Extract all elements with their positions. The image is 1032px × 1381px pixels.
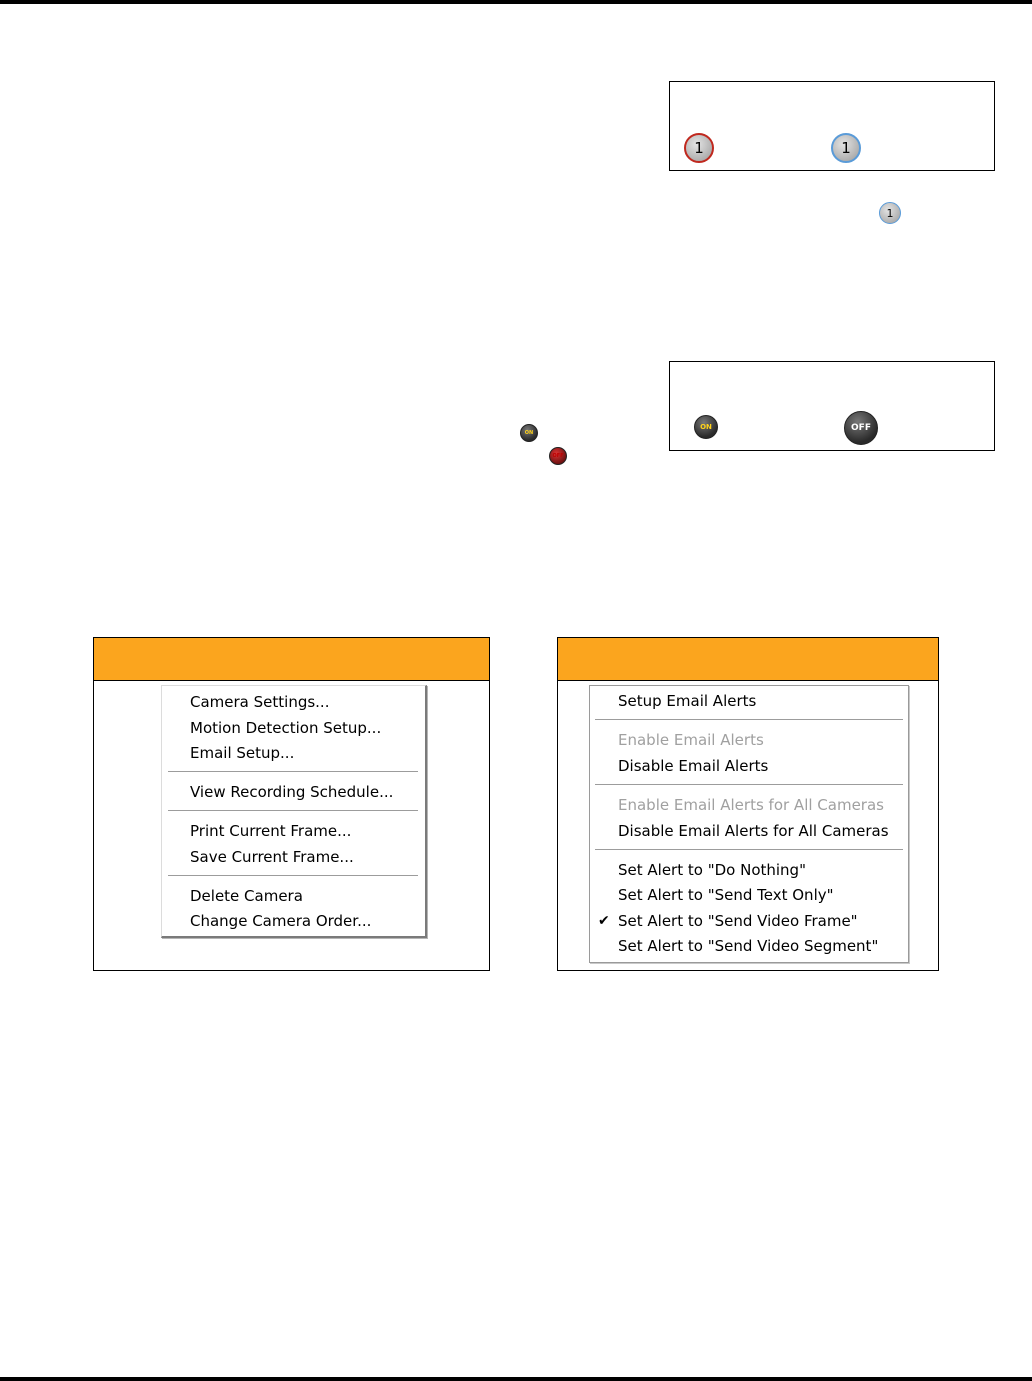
camera-badge-icon: 1 — [831, 133, 861, 163]
menu-item-print-current-frame[interactable]: Print Current Frame... — [190, 822, 352, 840]
menu-item-setup-email-alerts[interactable]: Setup Email Alerts — [618, 692, 757, 710]
menu-item-enable-email-alerts: Enable Email Alerts — [618, 731, 764, 749]
email-alerts-menu — [589, 685, 909, 963]
menu-item-enable-email-alerts-all-cameras: Enable Email Alerts for All Cameras — [618, 796, 884, 814]
figure-header-bar — [558, 638, 938, 681]
menu-item-disable-email-alerts-all-cameras[interactable]: Disable Email Alerts for All Cameras — [618, 822, 889, 840]
camera-on-button-icon: ON — [694, 415, 718, 439]
menu-item-alert-send-text-only[interactable]: Set Alert to "Send Text Only" — [618, 886, 834, 904]
inline-off-button-icon: OFF — [549, 447, 567, 465]
bottom-rule — [0, 1377, 1032, 1381]
menu-item-view-recording-schedule[interactable]: View Recording Schedule... — [190, 783, 394, 801]
menu-separator — [168, 810, 418, 812]
menu-item-camera-settings[interactable]: Camera Settings... — [190, 693, 330, 711]
menu-item-alert-do-nothing[interactable]: Set Alert to "Do Nothing" — [618, 861, 806, 879]
menu-item-save-current-frame[interactable]: Save Current Frame... — [190, 848, 354, 866]
inline-on-button-icon: ON — [520, 424, 538, 442]
menu-separator — [595, 849, 903, 851]
inline-camera-badge-icon: 1 — [879, 202, 901, 224]
camera-off-button-icon: OFF — [844, 411, 878, 445]
menu-item-change-camera-order[interactable]: Change Camera Order... — [190, 912, 372, 930]
camera-status-callout — [669, 81, 995, 171]
top-rule — [0, 0, 1032, 4]
camera-context-menu — [161, 685, 427, 938]
menu-item-delete-camera[interactable]: Delete Camera — [190, 887, 303, 905]
menu-item-alert-send-video-segment[interactable]: Set Alert to "Send Video Segment" — [618, 937, 879, 955]
figure-header-bar — [94, 638, 489, 681]
menu-item-alert-send-video-frame[interactable]: Set Alert to "Send Video Frame" — [618, 912, 858, 930]
menu-separator — [595, 784, 903, 786]
menu-separator — [168, 771, 418, 773]
checkmark-icon: ✔ — [598, 913, 610, 929]
camera-badge-selected-icon: 1 — [684, 133, 714, 163]
menu-item-motion-detection-setup[interactable]: Motion Detection Setup... — [190, 719, 382, 737]
menu-separator — [595, 719, 903, 721]
menu-item-disable-email-alerts[interactable]: Disable Email Alerts — [618, 757, 769, 775]
power-callout — [669, 361, 995, 451]
menu-item-email-setup[interactable]: Email Setup... — [190, 744, 295, 762]
menu-separator — [168, 875, 418, 877]
